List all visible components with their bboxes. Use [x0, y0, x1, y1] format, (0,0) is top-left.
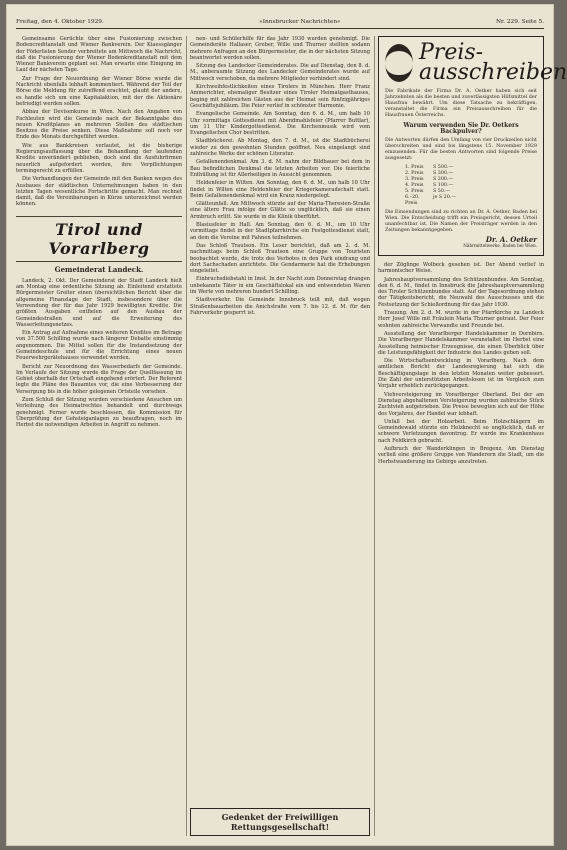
ad-address: Nährmittelwerke, Baden bei Wien. — [463, 243, 537, 248]
article-paragraph: Zur Frage der Neuordnung der Wiener Börse wurde die Nachricht ebenfalls lebhaft kommentiert. Während der Teil der Börse die Meldung für zutreffend erachtet, glaubt der andere, es handle sich um eine Kapitalaktion, mit der die Aktionäre befriedigt werden sollen. — [16, 75, 182, 107]
prize-row: 5. Preis S 50.— — [405, 189, 451, 194]
prize-row: 3. Preis S 200.— — [405, 177, 454, 182]
article-paragraph: Blasiusfeier in Hall. Am Sonntag, den 6. d. M., um 10 Uhr vormittags findet in der Stadtpfarrkirche ein Festgottesdienst statt, an dem die Vereine mit Fahnen teilnehmen. — [190, 222, 370, 241]
prize-row: 2. Preis S 300.— — [405, 171, 454, 176]
ad-signature: Dr. A. Oetker — [485, 235, 537, 244]
ad-text: Die Antworten dürfen den Umfang von vier Druckzeilen nicht überschreiten und sind bis längstens 15. November 1929 einzusenden. Für die besten Antworten sind folgende Preise ausgesetzt: — [385, 138, 537, 161]
section-title: Tirol und Vorarlberg — [16, 216, 182, 262]
article-paragraph: Stadtbücherei. Ab Montag, den 7. d. M., ist die Stadtbücherei wieder zu den gewohnten Stunden geöffnet. Neu eingelangt sind zahlreiche Werke der schönen Literatur. — [190, 138, 370, 158]
article-paragraph: Abbau der Devisenkurse in Wien. Nach den Angaben von Fachleuten wird die Gemeinde nach der Bekanntgabe des neuen Kreditplanes an mehreren Stellen des städtischen Besitzes die Preise senken. Diese Maßnahme soll noch vor Ende des Monats durchgeführt werden. — [16, 109, 182, 141]
article-paragraph: Evangelische Gemeinde. Am Sonntag, den 6. d. M., um halb 10 Uhr vormittags Gottesdienst mit Abendmahlsfeier (Pfarrer Buttlar), um 11 Uhr Kindergottesdienst. Die Kirchenmusik wird vom Evangelischen Chor bestritten. — [190, 111, 370, 137]
article-paragraph: Ein Antrag auf Aufnahme eines weiteren Kredites im Betrage von 37.500 Schilling wurde nach längerer Debatte einstimmig angenommen. Die Mittel sollen für die Instandsetzung der Gemeindeschule und für die Errichtung eines neuen Feuerwehrgerätehauses verwendet werden. — [16, 330, 182, 362]
oetker-logo-icon — [385, 44, 413, 82]
column-left — [16, 36, 182, 836]
advertisement-box — [378, 36, 567, 256]
article-paragraph: Gemeinsame Gerüchte über eine Fusionierung zwischen Bodencreditanstalt und Wiener Bankverein. Der Kiaessgänger der Föderlisten Sender verbreitete am Mittwoch die Nachricht, daß die Fusionierung der Wiener Bodenkreditanstalt mit dem Wiener Bankverein geplant sei. Man erwarte eine Einigung im Lauf der nächsten Tage. — [16, 36, 182, 74]
newspaper-page — [6, 4, 567, 846]
article-paragraph: Viehversteigerung im Vorarlberger Oberland. Bei der am Dienstag abgehaltenen Versteigerung wurden zahlreiche Stück Zuchtvieh aufgetrieben. Die Preise bewegten sich auf der Höhe des Vorjahres, der Handel war lebhaft. — [378, 391, 544, 417]
header-page-number: Nr. 229. Seite 5. — [495, 19, 544, 25]
ad-header — [385, 40, 567, 85]
article-paragraph: Einbruchsdiebstahl in Imst. In der Nacht zum Donnerstag drangen unbekannte Täter in ein Geschäftslokal ein und entwendeten Waren im Werte von mehreren hundert Schilling. — [190, 276, 370, 295]
article-paragraph: Trauung. Am 2. d. M. wurde in der Pfarrkirche zu Landeck Herr Josef Wille mit Fräulein Maria Thurner getraut. Der Feier wohnten zahlreiche Verwandte und Freunde bei. — [378, 310, 544, 329]
article-paragraph: Unfall bei der Holzarbeit. Beim Holzschlägern im Gemeindewald stürzte ein Holzknecht so unglücklich, daß er schwere Verletzungen davontrug. Er wurde ins Krankenhaus nach Feldkirch gebracht. — [378, 418, 544, 444]
column-divider — [186, 36, 187, 836]
column-divider — [374, 36, 375, 836]
article-paragraph: Landeck, 2. Okt. Der Gemeinderat der Stadt Landeck hielt am Montag eine ordentliche Sitzung ab. Einleitend erstattete Bürgermeister Greiter einen übersichtlichen Bericht über die allgemeine Finanzlage der Stadt, insbesondere über die Verwendung der für das Jahr 1929 bewilligten Kredite. Die größten Ausgaben entfielen auf den Ausbau der Gemeindestraßen und auf die Erweiterung des Wasserleitungsnetzes. — [16, 277, 182, 328]
article-paragraph: Jahreshauptversammlung des Schützenbundes. Am Sonntag, den 6. d. M., findet in Innsbruck die Jahreshauptversammlung des Tiroler Schützenbundes statt. Auf der Tagesordnung stehen der Tätigkeitsbericht, die Neuwahl des Ausschusses und die Festsetzung der Schießordnung für das Jahr 1930. — [378, 276, 544, 308]
ad-heading: Warum verwenden Sie Dr. Oetkers Backpulver? — [403, 122, 519, 135]
article-paragraph: Ausstellung der Vorarlberger Handelskammer in Dornbirn. Die Vorarlberger Handelskammer veranstaltet im Herbst eine Ausstellung heimischer Erzeugnisse, die einen Überblick über die Leistungsfähigkeit der Industrie des Landes geben soll. — [378, 330, 544, 356]
header-paper-name: »Innsbrucker Nachrichten« — [259, 19, 341, 25]
article-paragraph: der Zöglinge Wolbeck gesehen ist. Der Abend verlief in harmonischer Weise. — [378, 262, 544, 275]
article-headline: Gemeinderat Landeck. — [54, 264, 144, 274]
article-paragraph: nen- und Schülerhilfe für das Jahr 1930 wurden genehmigt. Die Gemeinderäte Hallaser, Greber, Wille und Thurner stellten sodann mehrere Anfragen an den Bürgermeister, die in der nächsten Sitzung beantwortet werden sollen. — [190, 36, 370, 61]
prize-row: 4. Preis S 100.— — [405, 183, 454, 188]
article-paragraph: Wie aus Bankkreisen verlautet, ist die bisherige Regierungsauffassung über die Behandlung der laufenden Kredite unverändert geblieben, doch sind die Ausfuhrfirmen neuerlich aufgefordert worden, ihre Verpflichtungen termingerecht zu erfüllen. — [16, 142, 182, 174]
article-paragraph: Stadtverkehr. Die Gemeinde Innsbruck teilt mit, daß wegen Straßenbauarbeiten die Anichstraße vom 7. bis 12. d. M. für den Fahrverkehr gesperrt ist. — [190, 297, 370, 316]
article-paragraph: Zum Schluß der Sitzung wurden verschiedene Ansuchen um Verleihung des Heimatrechtes behandelt und durchwegs genehmigt. Ferner wurde beschlossen, die Kommission für Überprüfung der Gehsteiganlagen zu beauftragen, noch im Herbst die notwendigen Arbeiten in Angriff zu nehmen. — [16, 397, 182, 429]
column-right — [378, 36, 567, 836]
header-date: Freitag, den 4. Oktober 1929. — [16, 19, 104, 25]
article-paragraph: Die Wirtschaftsentwicklung in Vorarlberg. Nach dem amtlichen Bericht der Landesregierung hat sich die Beschäftigungslage in den letzten Monaten weiter gebessert. Die Zahl der unterstützten Arbeitslosen ist im Vergleich zum Vorjahr erheblich zurückgegangen. — [378, 358, 544, 390]
prize-row: 1. Preis S 500.— — [405, 165, 454, 170]
article-paragraph: Kirchweihfestlichkeiten eines Tirolers in München. Herr Franz Ammerichter, ehemaliger Besitzer eines Tiroler Heimatgasthauses, beging mit zahlreichen Gästen aus der Heimat sein fünfzigjähriges Geschäftsjubiläum. Die Feier verlief in schönster Harmonie. — [190, 84, 370, 109]
article-paragraph: Das Schloß Trautson. Ein Leser berichtet, daß am 2. d. M. nachmittags beim Schloß Trautson eine Gruppe von Touristen beobachtet wurde, die trotz des Verbotes in den Park eindrang und dort Sachschaden anrichtete. Die Gendarmerie hat die Erhebungen eingeleitet. — [190, 242, 370, 275]
prize-table — [405, 165, 537, 207]
article-paragraph: Gefallenendenkmal. Am 3. d. M. nahm der Bildhauer bei dem in Bau befindlichen Denkmal die letzten Arbeiten vor. Die feierliche Enthüllung ist für Allerheiligen in Aussicht genommen. — [190, 159, 370, 178]
ad-title: Preis-ausschreiben — [419, 40, 567, 85]
page-header — [16, 16, 544, 29]
article-paragraph: Sitzung des Landecker Gemeinderates. Die auf Dienstag, den 8. d. M., anberaumte Sitzung des Landecker Gemeinderates wurde auf Mittwoch verschoben, da mehrere Mitglieder verhindert sind. — [190, 63, 370, 82]
prize-row: 6.–20. Preis je S 20.— — [405, 195, 457, 206]
article-paragraph: Bericht zur Neuordnung des Wasserbedarfs der Gemeinde. Im Verlaufe der Sitzung wurde die Frage der Quellfassung im Gebiet oberhalb der Ortschaft eingehend erörtert. Der Referent legte die Pläne des Bauamtes vor, die eine Verbesserung der Versorgung bis in die höher gelegenen Ortsteile vorsehen. — [16, 363, 182, 395]
article-paragraph: Glätteunfall. Am Mittwoch stürzte auf der Maria-Theresien-Straße eine ältere Frau infolge der Glätte so unglücklich, daß sie einen Armbruch erlitt. Sie wurde in die Klinik überführt. — [190, 201, 370, 220]
column-middle — [190, 36, 370, 836]
article-paragraph: Die Verhandlungen der Gemeinde mit den Banken wegen des Ausbaues der städtischen Unternehmungen haben in den letzten Tagen wesentliche Fortschritte gemacht. Man rechnet damit, daß die Vereinbarungen in Kürze unterzeichnet werden können. — [16, 176, 182, 208]
ad-text: Die Fabrikate der Firma Dr. A. Oetker haben sich seit Jahrzehnten als die besten und zuverlässigsten Hilfsmittel der Hausfrau bewährt. Um diese Tatsache zu bekräftigen, veranstaltet die Firma ein Preisausschreiben für die Hausfrauen Österreichs. — [385, 89, 537, 118]
ad-text: Die Einsendungen sind zu richten an Dr. A. Oetker, Baden bei Wien. Die Entscheidung trifft ein Preisgericht, dessen Urteil unanfechtbar ist. Die Namen der Preisträger werden in den Zeitungen bekanntgegeben. — [385, 210, 537, 233]
article-paragraph: Aufbruch der Wanderklingen in Bregenz. Am Dienstag verließ eine größere Gruppe von Wanderern die Stadt, um die Herbstwanderung ins Gebirge anzutreten. — [378, 446, 544, 465]
footer-banner: Gedenket der Freiwilligen Rettungsgesellschaft! — [190, 808, 370, 836]
article-paragraph: Heldenfeier in Wilten. Am Sonntag, den 6. d. M., um halb 10 Uhr findet in Wilten eine Heldenfeier der Kriegerkameradschaft statt. Beim Gefallenendenkmal wird ein Kranz niedergelegt. — [190, 180, 370, 199]
